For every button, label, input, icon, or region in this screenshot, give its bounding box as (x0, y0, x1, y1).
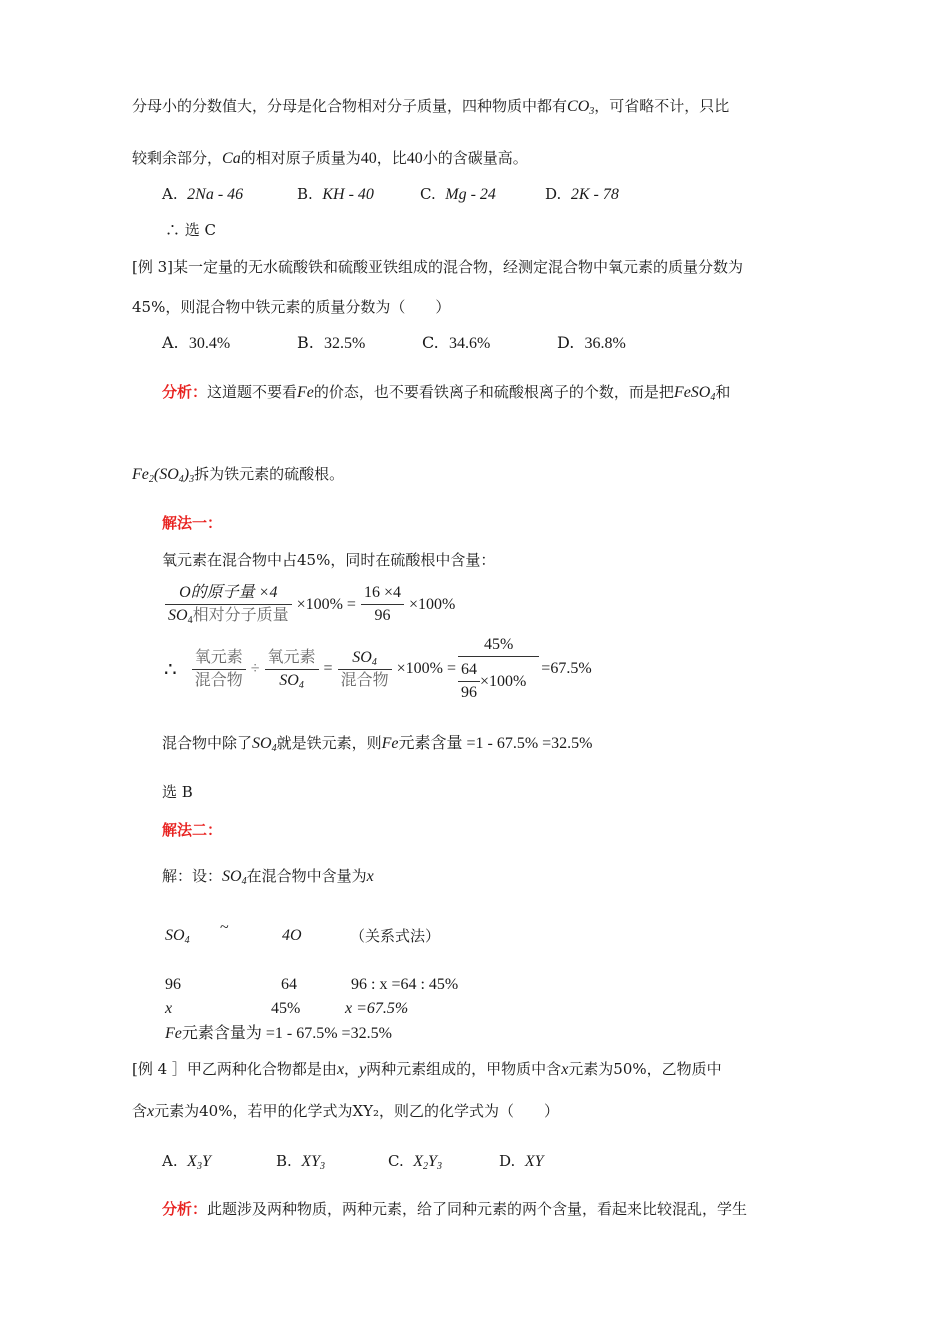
text: 分母小的分数值大，分母是化合物相对分子质量，四种物质中都有 (132, 97, 568, 115)
option-c: C. $X_2Y_3$ (388, 1152, 442, 1172)
nested-fraction: 45% $\frac{64}{96}$ ×100% (458, 634, 539, 704)
fraction: $\frac{\text{O的原子量 ×4}}{SO_4相对分子质量}$ (165, 582, 292, 627)
formula-fe: Fe (165, 1025, 182, 1042)
example-3-line-2: 45%，则混合物中铁元素的质量分数为（ ） (132, 298, 451, 316)
text: 元素含量为 =1 - 67.5% =32.5% (181, 1025, 392, 1042)
option-a: A. $X_3Y$ (162, 1152, 211, 1172)
formula-so4: $SO_4$ (222, 868, 247, 887)
text: ，可省略不计，只比 (594, 97, 730, 115)
formula-fe: Fe (381, 735, 399, 752)
analysis-label: 分析： (162, 1200, 208, 1218)
analysis-1-line-1 (162, 382, 730, 403)
formula-ca: Ca (222, 150, 241, 167)
equation-1 (162, 582, 457, 627)
text: 在混合物中含量为 (246, 867, 367, 885)
text: ×100% = (296, 595, 356, 613)
tilde: ~ (220, 919, 229, 936)
formula-4o: 4O (282, 927, 302, 944)
equation-2 (162, 634, 594, 704)
para-line-2 (132, 148, 528, 169)
variable-x: x (336, 1061, 345, 1078)
analysis-2-line-1 (162, 1199, 747, 1219)
text: 此题涉及两种物质，两种元素，给了同种元素的两个含量，看起来比较混乱，学生 (207, 1200, 748, 1218)
method-1-title: 解法一： (162, 514, 223, 532)
text: 这道题不要看 (207, 383, 298, 401)
example-3-line-1: [例 3]某一定量的无水硫酸铁和硫酸亚铁组成的混合物，经测定混合物中氧元素的质量分数为 (132, 258, 744, 276)
answer-1: ∴ 选 C (165, 221, 217, 239)
para-line-1 (132, 96, 729, 117)
text: 两种元素组成的，甲物质中含 (366, 1060, 562, 1078)
method-1-intro: 氧元素在混合物中占45%，同时在硫酸根中含量： (162, 551, 496, 569)
text: 小的含碳量高。 (422, 149, 528, 167)
text: ÷ (250, 660, 260, 677)
option-b: B. $XY_3$ (276, 1152, 326, 1172)
fraction: $\frac{SO_4}{\text{混合物}}$ (338, 647, 392, 692)
text: 元素为50%，乙物质中 (568, 1060, 722, 1078)
method-2-setup (162, 866, 374, 887)
formula-co3: $CO_3$ (567, 98, 595, 117)
option-a: A. 2Na - 46 (162, 185, 244, 203)
formula-fe2so43: $Fe_2(SO_4)_3$ (132, 466, 195, 485)
option-d: D. XY (499, 1152, 544, 1170)
option-d: D. 36.8% (557, 333, 626, 352)
number: 45% (271, 1000, 301, 1017)
equation: 96 : x =64 : 45% (351, 976, 459, 993)
variable-x: x (366, 868, 374, 885)
text: =67.5% (541, 660, 592, 677)
text: 混合物中除了 (162, 734, 253, 752)
text: 和 (715, 383, 731, 401)
text: ×100% (408, 595, 456, 613)
option-c: C. Mg - 24 (420, 185, 496, 203)
therefore-symbol: ∴ (164, 658, 177, 681)
text: 的价态，也不要看铁离子和硫酸根离子的个数，而是把 (313, 383, 674, 401)
analysis-label: 分析： (162, 383, 208, 401)
text: 就是铁元素，则 (276, 734, 382, 752)
text: ， (344, 1060, 360, 1078)
formula-fe: Fe (297, 384, 314, 401)
text: ，比 (376, 149, 407, 167)
option-b: B. 32.5% (297, 333, 366, 352)
formula-feso4: FeSO$_4$ (673, 384, 716, 403)
text: = (323, 660, 333, 677)
example-4-line-1 (132, 1059, 722, 1080)
text: 较剩余部分， (132, 149, 223, 167)
variable-x: x (147, 1103, 155, 1120)
fraction: $\frac{\text{氧元素}}{\text{混合物}}$ (192, 647, 246, 692)
equation: x =67.5% (345, 1000, 409, 1017)
variable-x: x (561, 1061, 569, 1078)
example-4-line-2 (132, 1101, 559, 1122)
formula-so4: $SO_4$ (165, 927, 190, 946)
text: 元素为40%，若甲的化学式为XY₂，则乙的化学式为（ ） (154, 1102, 560, 1120)
method-1-answer: 选 B (162, 783, 193, 801)
text: 拆为铁元素的硫酸根。 (194, 465, 345, 483)
number: 40 (406, 150, 423, 167)
method-2-title: 解法二： (162, 821, 223, 839)
option-a: A. 30.4% (162, 333, 231, 352)
number: 64 (281, 976, 297, 993)
method-1-conclusion (162, 733, 593, 754)
option-c: C. 34.6% (422, 333, 491, 352)
text: 元素含量 =1 - 67.5% =32.5% (398, 735, 593, 752)
formula-so4: $SO_4$ (252, 735, 277, 754)
text: ×100% = (396, 660, 456, 677)
variable-y: y (359, 1061, 367, 1078)
number: 40 (360, 150, 377, 167)
fraction: $\frac{16 \times 4}{96}$ (361, 582, 404, 627)
calc-row-3 (165, 1023, 392, 1044)
analysis-1-line-2 (132, 464, 344, 485)
text: 的相对原子质量为 (240, 149, 361, 167)
option-d: D. 2K - 78 (545, 185, 619, 203)
text: （关系式法） (350, 927, 441, 945)
number: 96 (165, 976, 181, 993)
option-b: B. KH - 40 (297, 185, 374, 203)
text: 含 (132, 1102, 148, 1120)
text: [例 4 ］甲乙两种化合物都是由 (132, 1060, 337, 1078)
fraction: $\frac{\text{氧元素}}{SO_4}$ (265, 647, 319, 692)
variable-x: x (165, 1000, 173, 1017)
text: 解：设： (162, 867, 223, 885)
